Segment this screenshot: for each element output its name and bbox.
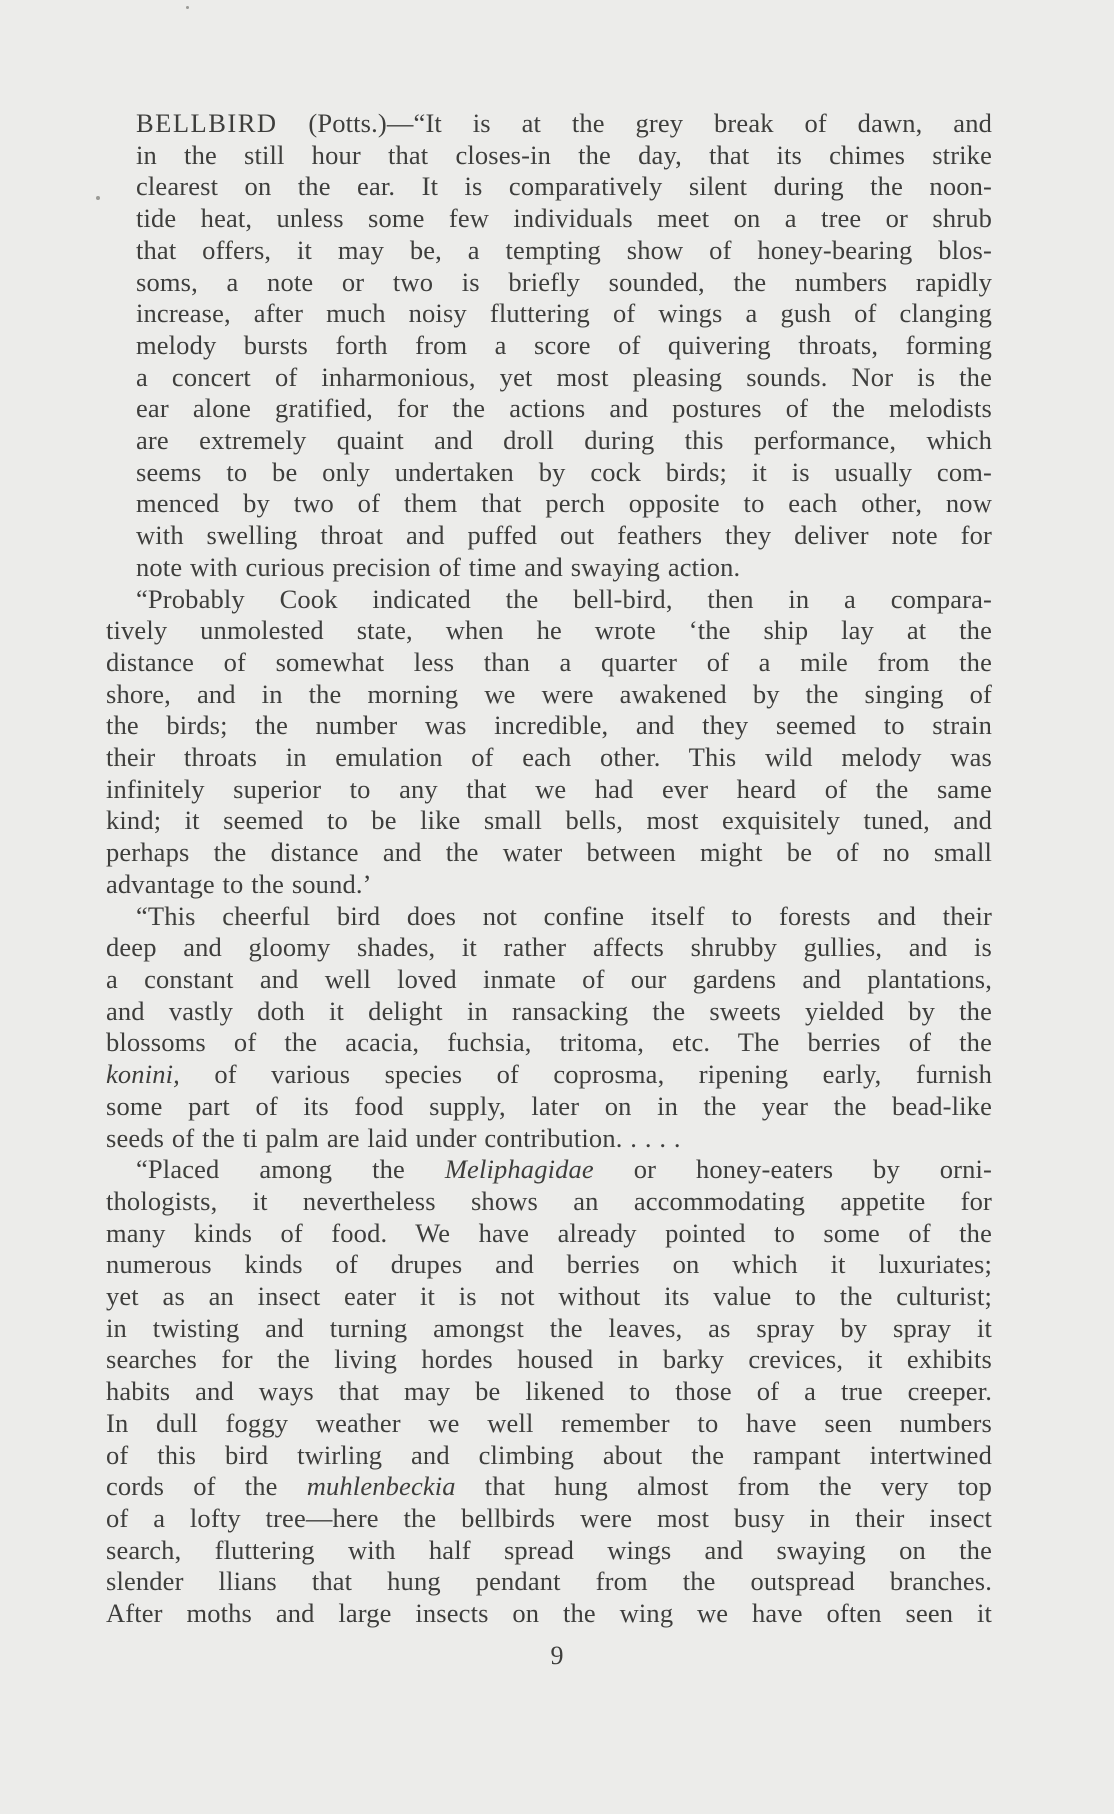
text-line: melody bursts forth from a score of quivering throats, forming bbox=[136, 329, 992, 360]
text-line: cords of the muhlenbeckia that hung almost from the very top bbox=[106, 1471, 992, 1502]
text-line: seems to be only undertaken by cock birds; it is usually com- bbox=[136, 456, 992, 487]
text-line: that offers, it may be, a tempting show of honey-bearing blos- bbox=[136, 234, 992, 265]
text-line: BELLBIRD (Potts.)—“It is at the grey break of dawn, and bbox=[136, 108, 992, 138]
paragraph bbox=[106, 901, 992, 1155]
text-line: In dull foggy weather we well remember to have seen numbers bbox=[106, 1407, 992, 1438]
text-line: tively unmolested state, when he wrote ‘the ship lay at the bbox=[106, 615, 992, 646]
text-line: deep and gloomy shades, it rather affects shrubby gullies, and is bbox=[106, 932, 992, 963]
text-line: seeds of the ti palm are laid under contribution. . . . . bbox=[106, 1122, 681, 1153]
text-line: soms, a note or two is briefly sounded, the numbers rapidly bbox=[136, 266, 992, 297]
text-line: and vastly doth it delight in ransacking the sweets yielded by the bbox=[106, 995, 992, 1026]
text-line: clearest on the ear. It is comparatively silent during the noon- bbox=[136, 171, 992, 202]
paper-speck bbox=[186, 6, 189, 9]
text-line: menced by two of them that perch opposite to each other, now bbox=[136, 488, 992, 519]
paper-speck bbox=[96, 196, 100, 200]
text-line: ear alone gratified, for the actions and postures of the melodists bbox=[136, 393, 992, 424]
text-line: note with curious precision of time and swaying action. bbox=[136, 551, 741, 582]
text-line: a concert of inharmonious, yet most pleasing sounds. Nor is the bbox=[136, 361, 992, 392]
text-line: tide heat, unless some few individuals meet on a tree or shrub bbox=[136, 203, 992, 234]
text-line: thologists, it nevertheless shows an accommodating appetite for bbox=[106, 1185, 992, 1216]
text-line: search, fluttering with half spread wings and swaying on the bbox=[106, 1534, 992, 1565]
text-line: are extremely quaint and droll during this performance, which bbox=[136, 425, 992, 456]
text-line: konini, of various species of coprosma, ripening early, furnish bbox=[106, 1059, 992, 1090]
text-line: slender llians that hung pendant from the outspread branches. bbox=[106, 1566, 992, 1597]
text-line: a constant and well loved inmate of our gardens and plantations, bbox=[106, 963, 992, 994]
text-line: in the still hour that closes-in the day, that its chimes strike bbox=[136, 139, 992, 170]
entry-heading: BELLBIRD bbox=[136, 108, 278, 138]
text-line: advantage to the sound.’ bbox=[106, 868, 372, 899]
page-number: 9 bbox=[550, 1641, 564, 1670]
paragraph bbox=[106, 584, 992, 901]
text-line: distance of somewhat less than a quarter of a mile from the bbox=[106, 646, 992, 677]
text-line: the birds; the number was incredible, and they seemed to strain bbox=[106, 710, 992, 741]
text-line: infinitely superior to any that we had ever heard of the same bbox=[106, 773, 992, 804]
text-line: some part of its food supply, later on in the year the bead-like bbox=[106, 1090, 992, 1121]
text-line: blossoms of the acacia, fuchsia, tritoma, etc. The berries of the bbox=[106, 1027, 992, 1058]
paragraph bbox=[106, 108, 992, 584]
text-line: in twisting and turning amongst the leaves, as spray by spray it bbox=[106, 1312, 992, 1343]
italic-term: muhlenbeckia bbox=[306, 1471, 456, 1502]
text-line: with swelling throat and puffed out feathers they deliver note for bbox=[136, 520, 992, 551]
text-line: “Placed among the Meliphagidae or honey-eaters by orni- bbox=[136, 1154, 992, 1185]
text-line: After moths and large insects on the wing we have often seen it bbox=[106, 1598, 992, 1629]
text-line: of this bird twirling and climbing about the rampant intertwined bbox=[106, 1439, 992, 1470]
body-text bbox=[106, 108, 992, 1630]
text-line: numerous kinds of drupes and berries on which it luxuriates; bbox=[106, 1249, 992, 1280]
text-line: of a lofty tree—here the bellbirds were most busy in their insect bbox=[106, 1502, 992, 1533]
text-line: many kinds of food. We have already pointed to some of the bbox=[106, 1217, 992, 1248]
italic-term: konini, bbox=[106, 1059, 180, 1090]
text-line: kind; it seemed to be like small bells, most exquisitely tuned, and bbox=[106, 805, 992, 836]
text-line: their throats in emulation of each other. This wild melody was bbox=[106, 742, 992, 773]
text-line: yet as an insect eater it is not without its value to the culturist; bbox=[106, 1281, 992, 1312]
text-line: “Probably Cook indicated the bell-bird, then in a compara- bbox=[136, 583, 992, 614]
paragraph bbox=[106, 1154, 992, 1630]
text-line: “This cheerful bird does not confine itself to forests and their bbox=[136, 900, 992, 931]
text-line: searches for the living hordes housed in barky crevices, it exhibits bbox=[106, 1344, 992, 1375]
italic-term: Meliphagidae bbox=[444, 1154, 594, 1185]
text-line: shore, and in the morning we were awakened by the singing of bbox=[106, 678, 992, 709]
text-line: increase, after much noisy fluttering of wings a gush of clanging bbox=[136, 298, 992, 329]
text-line: habits and ways that may be likened to those of a true creeper. bbox=[106, 1376, 992, 1407]
text-line: perhaps the distance and the water between might be of no small bbox=[106, 837, 992, 868]
